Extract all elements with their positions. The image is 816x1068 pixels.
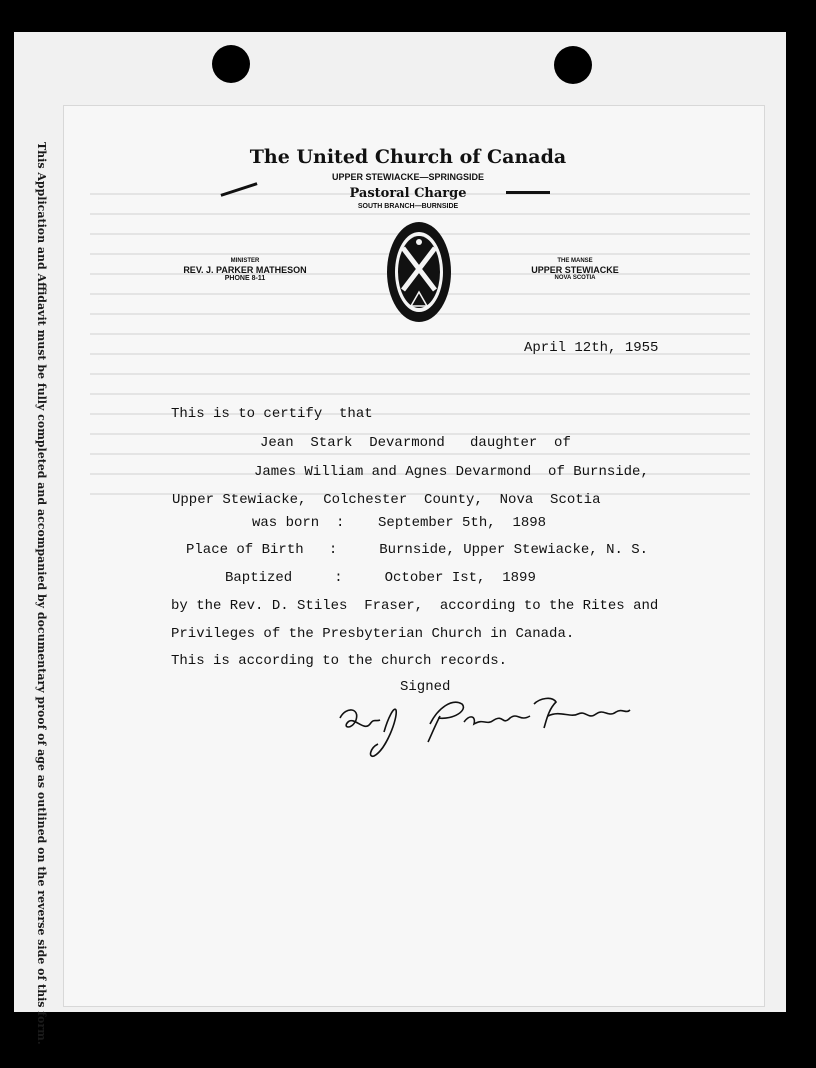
side-margin-note — [35, 142, 58, 1045]
charge-place: UPPER STEWIACKE—SPRINGSIDE — [331, 172, 485, 182]
birth-date-line: was born : September 5th, 1898 — [252, 515, 547, 531]
manse-label: THE MANSE — [557, 258, 593, 264]
parents-line: James William and Agnes Devarmond of Burnside, — [254, 464, 649, 480]
minister-rites-line: by the Rev. D. Stiles Fraser, according to the Rites and — [171, 598, 659, 614]
baptized-line: Baptized : October Ist, 1899 — [225, 570, 536, 586]
certify-line: This is to certify that — [171, 406, 373, 422]
minister-name: REV. J. PARKER MATHESON — [183, 264, 307, 275]
church-title: The United Church of Canada — [249, 146, 567, 168]
name-line: Jean Stark Devarmond daughter of — [260, 435, 571, 451]
handwritten-signature — [334, 688, 634, 760]
location-line: Upper Stewiacke, Colchester County, Nova Scotia — [172, 492, 601, 508]
punch-hole-left — [212, 45, 250, 83]
side-note-text: This Application and Affidavit must be fully completed and accompanied by documentary proof of age as outlined on the reverse side of this form. — [35, 142, 48, 1045]
minister-block — [170, 258, 320, 283]
minister-phone: PHONE 8-11 — [224, 275, 266, 283]
punch-hole-right — [554, 46, 592, 84]
stray-mark — [506, 191, 550, 194]
manse-place: UPPER STEWIACKE — [531, 264, 619, 275]
privileges-line: Privileges of the Presbyterian Church in Canada. — [171, 626, 575, 642]
minister-label: MINISTER — [230, 258, 260, 264]
letter-date: April 12th, 1955 — [524, 340, 659, 356]
signed-label: Signed — [400, 679, 451, 695]
pastoral-charge: Pastoral Charge — [349, 186, 467, 201]
branch-line: SOUTH BRANCH—BURNSIDE — [357, 203, 459, 210]
church-seal-emblem — [385, 220, 453, 324]
birth-place-line: Place of Birth : Burnside, Upper Stewiacke, N. S. — [186, 542, 649, 558]
manse-province: NOVA SCOTIA — [554, 275, 596, 282]
records-line: This is according to the church records. — [171, 653, 508, 669]
manse-block — [520, 258, 630, 282]
